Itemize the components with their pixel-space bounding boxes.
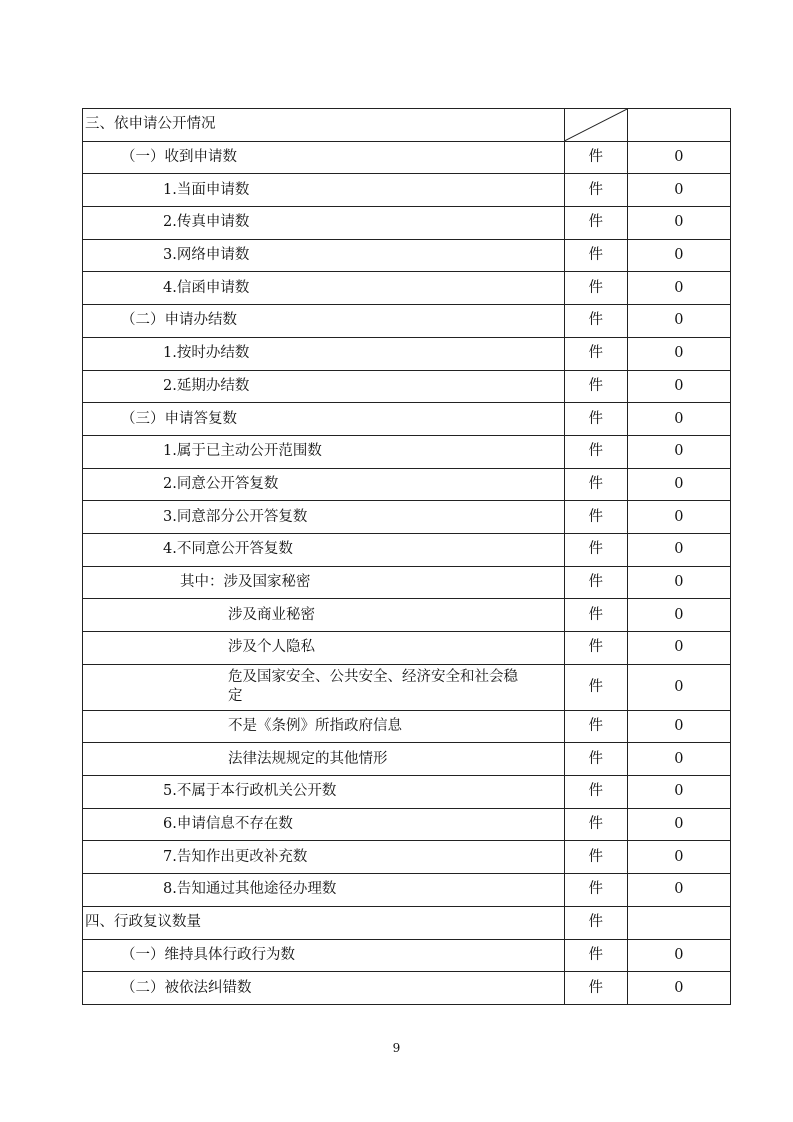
table-row [83,501,731,534]
table-row [83,743,731,776]
row-label: 1.属于已主动公开范围数 [83,435,565,468]
table-row [83,174,731,207]
diagonal-line-icon [565,109,627,141]
row-value: 0 [627,272,730,305]
table-row [83,939,731,972]
row-value: 0 [627,207,730,240]
row-label: （一）维持具体行政行为数 [83,939,565,972]
table-row [83,566,731,599]
row-label: 2.同意公开答复数 [83,468,565,501]
row-unit: 件 [564,972,627,1005]
row-unit: 件 [564,743,627,776]
row-value: 0 [627,939,730,972]
row-unit: 件 [564,435,627,468]
row-label: （一）收到申请数 [83,141,565,174]
row-label: 7.告知作出更改补充数 [83,841,565,874]
row-unit: 件 [564,305,627,338]
row-unit: 件 [564,272,627,305]
row-unit: 件 [564,501,627,534]
row-label: 2.传真申请数 [83,207,565,240]
row-unit: 件 [564,841,627,874]
row-label: 2.延期办结数 [83,370,565,403]
table-row [83,710,731,743]
row-value: 0 [627,710,730,743]
row-value: 0 [627,874,730,907]
row-label: 1.按时办结数 [83,337,565,370]
table-row [83,468,731,501]
row-value: 0 [627,566,730,599]
table-row [83,370,731,403]
row-value: 0 [627,632,730,665]
table-body [83,109,731,1005]
section-header-row [83,906,731,939]
row-unit: 件 [564,906,627,939]
row-value: 0 [627,403,730,436]
table-row [83,435,731,468]
row-value: 0 [627,776,730,809]
row-unit: 件 [564,664,627,710]
row-value: 0 [627,599,730,632]
table-row [83,141,731,174]
row-label: 3.同意部分公开答复数 [83,501,565,534]
row-unit: 件 [564,141,627,174]
table-row [83,808,731,841]
table-row [83,272,731,305]
table-row [83,664,731,710]
row-unit: 件 [564,710,627,743]
table-row [83,874,731,907]
row-value: 0 [627,468,730,501]
table-row [83,776,731,809]
section-header-row [83,109,731,142]
row-unit: 件 [564,174,627,207]
empty-value-cell [627,906,730,939]
row-label: 危及国家安全、公共安全、经济安全和社会稳定 [83,664,565,710]
row-unit: 件 [564,207,627,240]
row-value: 0 [627,664,730,710]
row-label: 4.不同意公开答复数 [83,533,565,566]
row-unit: 件 [564,239,627,272]
row-unit: 件 [564,874,627,907]
row-unit: 件 [564,939,627,972]
row-value: 0 [627,174,730,207]
row-unit: 件 [564,808,627,841]
table-row [83,841,731,874]
row-unit: 件 [564,370,627,403]
row-label: 法律法规规定的其他情形 [83,743,565,776]
row-value: 0 [627,501,730,534]
row-value: 0 [627,841,730,874]
row-value: 0 [627,972,730,1005]
table-row [83,972,731,1005]
row-unit: 件 [564,337,627,370]
row-label: （二）申请办结数 [83,305,565,338]
row-value: 0 [627,435,730,468]
row-label: 8.告知通过其他途径办理数 [83,874,565,907]
row-value: 0 [627,743,730,776]
table-row [83,305,731,338]
row-label: 5.不属于本行政机关公开数 [83,776,565,809]
table-row [83,207,731,240]
row-label: 不是《条例》所指政府信息 [83,710,565,743]
table-row [83,599,731,632]
row-unit: 件 [564,403,627,436]
row-label: 4.信函申请数 [83,272,565,305]
row-unit: 件 [564,566,627,599]
row-value: 0 [627,141,730,174]
table-row [83,239,731,272]
statistics-table [82,108,731,1005]
row-unit: 件 [564,533,627,566]
table-row [83,632,731,665]
row-value: 0 [627,808,730,841]
table-row [83,337,731,370]
row-label: 涉及个人隐私 [83,632,565,665]
row-label: 3.网络申请数 [83,239,565,272]
row-label: 1.当面申请数 [83,174,565,207]
empty-value-cell [627,109,730,142]
row-label: 其中：涉及国家秘密 [83,566,565,599]
page-number: 9 [392,1041,401,1055]
row-unit: 件 [564,776,627,809]
section-title: 三、依申请公开情况 [83,109,565,142]
row-unit: 件 [564,468,627,501]
row-label: （二）被依法纠错数 [83,972,565,1005]
table-row [83,403,731,436]
row-unit: 件 [564,599,627,632]
row-value: 0 [627,337,730,370]
row-label: 涉及商业秘密 [83,599,565,632]
row-value: 0 [627,239,730,272]
table-row [83,533,731,566]
row-value: 0 [627,370,730,403]
section-title: 四、行政复议数量 [83,906,565,939]
diagonal-cell [564,109,627,142]
row-label: 6.申请信息不存在数 [83,808,565,841]
row-label: （三）申请答复数 [83,403,565,436]
row-unit: 件 [564,632,627,665]
row-value: 0 [627,305,730,338]
row-value: 0 [627,533,730,566]
